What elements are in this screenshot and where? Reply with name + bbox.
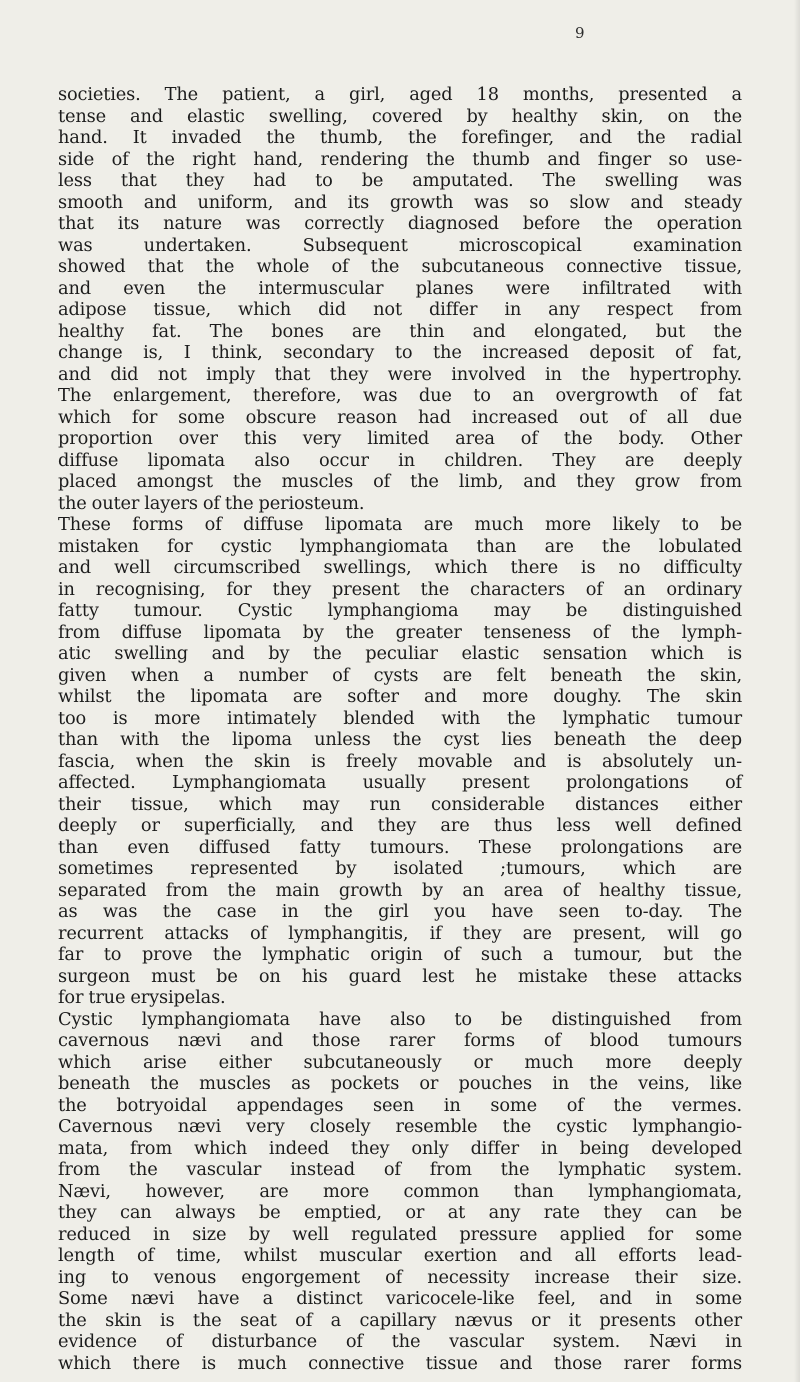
text-line: change is, I think, secondary to the increased deposit of fat, — [58, 342, 742, 363]
text-line: healthy fat. The bones are thin and elongated, but the — [58, 320, 742, 342]
text-line: proportion over this very limited area of the body. Other — [58, 428, 742, 449]
text-line: that its nature was correctly diagnosed before the operation — [58, 213, 742, 234]
text-line: fatty tumour. Cystic lymphangioma may be distinguished — [58, 600, 742, 621]
text-line: hand. It invaded the thumb, the forefinger, and the radial — [58, 127, 742, 148]
text-line: atic swelling and by the peculiar elastic sensation which is — [58, 643, 742, 664]
text-line: and even the intermuscular planes were infiltrated with — [58, 277, 742, 299]
text-line: placed amongst the muscles of the limb, and they grow from — [58, 471, 742, 492]
text-line: deeply or superficially, and they are thus less well defined — [58, 815, 742, 836]
text-line: ing to venous engorgement of necessity increase their size. — [58, 1266, 742, 1288]
text-line: sometimes represented by isolated ;tumours, which are — [58, 858, 742, 879]
text-line: far to prove the lymphatic origin of such a tumour, but the — [58, 944, 742, 965]
text-line: affected. Lymphangiomata usually present prolongations of — [58, 772, 742, 793]
text-line: the botryoidal appendages seen in some of the vermes. — [58, 1094, 742, 1116]
text-line: reduced in size by well regulated pressure applied for some — [58, 1223, 742, 1245]
text-line: smooth and uniform, and its growth was so slow and steady — [58, 191, 742, 213]
text-line: Nævi, however, are more common than lymphangiomata, — [58, 1180, 742, 1202]
text-line: from the vascular instead of from the lymphatic system. — [58, 1159, 742, 1180]
text-line: fascia, when the skin is freely movable and is absolutely un- — [58, 750, 742, 772]
text-line: evidence of disturbance of the vascular system. Nævi in — [58, 1331, 742, 1352]
text-line: recurrent attacks of lymphangitis, if they are present, will go — [58, 922, 742, 944]
text-line: separated from the main growth by an area of healthy tissue, — [58, 879, 742, 901]
text-line: too is more intimately blended with the lymphatic tumour — [58, 707, 742, 729]
text-line: cavernous nævi and those rarer forms of blood tumours — [58, 1030, 742, 1051]
text-line: societies. The patient, a girl, aged 18 months, presented a — [58, 84, 742, 105]
text-line: These forms of diffuse lipomata are much more likely to be — [58, 514, 742, 535]
body-text — [58, 84, 742, 1374]
text-line: they can always be emptied, or at any rate they can be — [58, 1202, 742, 1223]
text-line: in recognising, for they present the characters of an ordinary — [58, 578, 742, 600]
text-line: diffuse lipomata also occur in children. They are deeply — [58, 449, 742, 471]
text-line: was undertaken. Subsequent microscopical examination — [58, 234, 742, 256]
text-line: showed that the whole of the subcutaneous connective tissue, — [58, 256, 742, 277]
text-line: side of the right hand, rendering the thumb and finger so use- — [58, 148, 742, 170]
text-line: beneath the muscles as pockets or pouches in the veins, like — [58, 1073, 742, 1094]
text-line: length of time, whilst muscular exertion and all efforts lead- — [58, 1245, 742, 1266]
text-line: and did not imply that they were involved in the hypertrophy. — [58, 363, 742, 385]
text-line: their tissue, which may run considerable distances either — [58, 793, 742, 815]
text-line: tense and elastic swelling, covered by healthy skin, on the — [58, 105, 742, 127]
text-line: the skin is the seat of a capillary nævus or it presents other — [58, 1309, 742, 1331]
text-line: mistaken for cystic lymphangiomata than are the lobulated — [58, 535, 742, 557]
text-line: for true erysipelas. — [58, 987, 226, 1008]
text-line: which arise either subcutaneously or much more deeply — [58, 1051, 742, 1073]
text-line: than even diffused fatty tumours. These prolongations are — [58, 836, 742, 858]
text-line: the outer layers of the periosteum. — [58, 492, 365, 514]
text-line: The enlargement, therefore, was due to an overgrowth of fat — [58, 385, 742, 406]
text-line: which there is much connective tissue and those rarer forms — [58, 1352, 742, 1374]
text-line: adipose tissue, which did not differ in any respect from — [58, 299, 742, 320]
page-edge-shadow — [794, 0, 800, 1382]
text-line: as was the case in the girl you have seen to-day. The — [58, 901, 742, 922]
text-line: Cystic lymphangiomata have also to be distinguished from — [58, 1008, 742, 1030]
text-line: than with the lipoma unless the cyst lies beneath the deep — [58, 729, 742, 750]
text-line: surgeon must be on his guard lest he mistake these attacks — [58, 965, 742, 987]
page-number: 9 — [575, 24, 585, 42]
text-line: less that they had to be amputated. The swelling was — [58, 170, 742, 191]
text-line: from diffuse lipomata by the greater tenseness of the lymph- — [58, 621, 742, 643]
text-line: which for some obscure reason had increased out of all due — [58, 406, 742, 428]
text-line: given when a number of cysts are felt beneath the skin, — [58, 664, 742, 686]
text-line: and well circumscribed swellings, which there is no difficulty — [58, 557, 742, 578]
text-line: Cavernous nævi very closely resemble the cystic lymphangio- — [58, 1116, 742, 1137]
text-line: Some nævi have a distinct varicocele-like feel, and in some — [58, 1288, 742, 1309]
text-line: mata, from which indeed they only differ in being developed — [58, 1137, 742, 1159]
text-line: whilst the lipomata are softer and more doughy. The skin — [58, 686, 742, 707]
